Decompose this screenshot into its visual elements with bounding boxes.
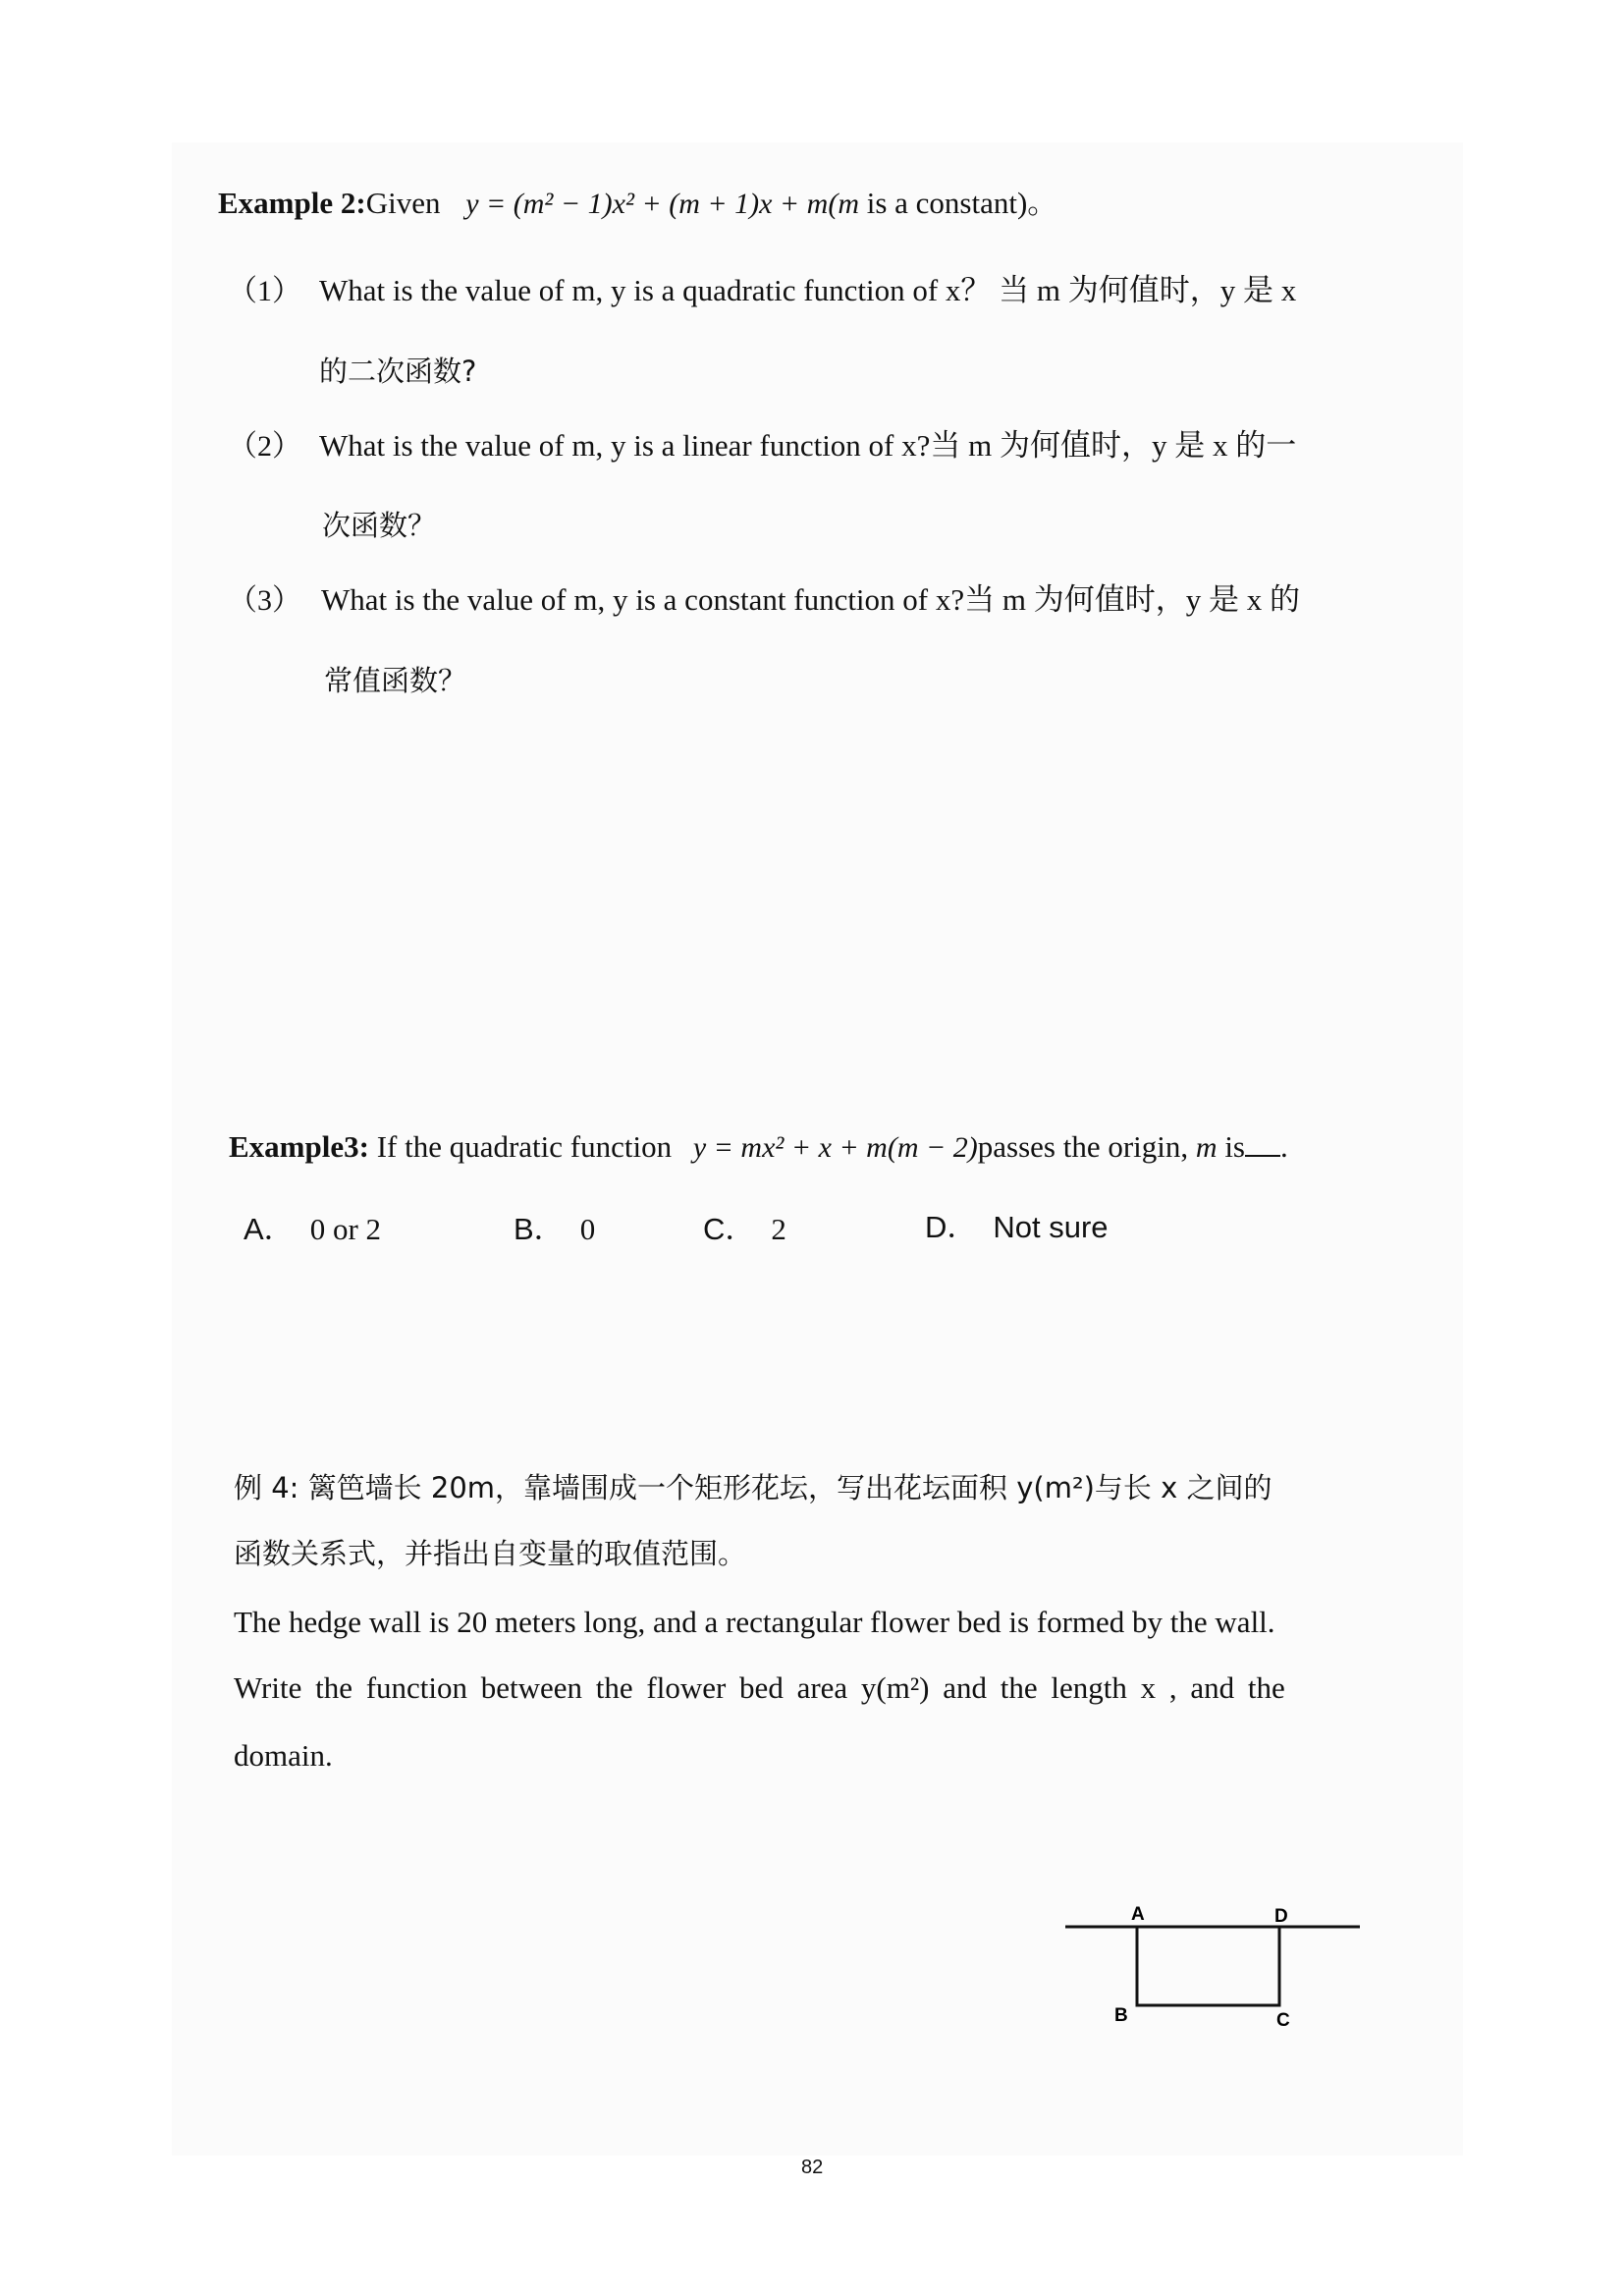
example-2-label: Example 2:: [218, 186, 366, 220]
label-d: D: [1274, 1906, 1288, 1927]
example-3-label: Example3:: [229, 1129, 369, 1164]
example-4-english-line-2: Write the function between the flower bed area y(m²) and the length x , and the: [234, 1670, 1285, 1705]
question-1-text-cont: 的二次函数?: [319, 355, 477, 388]
option-c: C． 2: [703, 1212, 786, 1246]
example-3-question: [229, 1127, 1288, 1168]
question-1-number: （1）: [228, 275, 301, 307]
example-2-heading: [218, 184, 1057, 224]
question-3-number: （3）: [228, 584, 301, 617]
question-3-text-cont: 常值函数？: [324, 664, 467, 697]
example-3-text-before: If the quadratic function: [368, 1129, 679, 1164]
label-c: C: [1276, 2010, 1290, 2031]
example-4-chinese-line-1: 例 4: 篱笆墙长 20m，靠墙围成一个矩形花坛，写出花坛面积 y(m²)与长 x 之间的: [234, 1471, 1272, 1504]
example-4-english-line-3: domain.: [234, 1738, 333, 1773]
question-1-text: What is the value of m, y is a quadratic function of x？ 当 m 为何值时，y 是 x: [319, 273, 1297, 307]
example-3-formula: y = mx² + x + m(m − 2): [692, 1131, 978, 1164]
option-b: B． 0: [514, 1212, 596, 1246]
question-2-text: What is the value of m, y is a linear function of x?当 m 为何值时，y 是 x 的一: [319, 428, 1297, 463]
option-a: A． 0 or 2: [244, 1212, 382, 1246]
page-number: 82: [801, 2157, 824, 2178]
example-2-given: Given: [365, 186, 441, 220]
example-2-formula: y = (m² − 1)x² + (m + 1)x + m(: [465, 188, 839, 220]
label-a: A: [1131, 1904, 1145, 1925]
example-2-formula-tail: is a constant)。: [858, 186, 1058, 220]
example-4-english-line-1: The hedge wall is 20 meters long, and a rectangular flower bed is formed by the wall.: [234, 1605, 1275, 1639]
example-3-text-is: is: [1217, 1129, 1245, 1164]
example-3-end: .: [1280, 1129, 1288, 1164]
example-2-formula-m: m: [838, 188, 859, 220]
question-2-text-cont: 次函数？: [322, 509, 437, 542]
question-3-text: What is the value of m, y is a constant function of x?当 m 为何值时，y 是 x 的: [321, 582, 1300, 617]
fence-rectangle: [1137, 1927, 1279, 2005]
flower-bed-diagram: [1060, 1895, 1375, 2033]
example-4-chinese-line-2: 函数关系式，并指出自变量的取值范围。: [234, 1537, 747, 1570]
example-3-m: m: [1195, 1131, 1218, 1164]
example-3-text-after: passes the origin,: [977, 1129, 1196, 1164]
answer-blank: [1245, 1131, 1280, 1157]
question-2-number: （2）: [228, 430, 301, 463]
option-d: D． Not sure: [925, 1210, 1109, 1244]
label-b: B: [1114, 2005, 1128, 2026]
